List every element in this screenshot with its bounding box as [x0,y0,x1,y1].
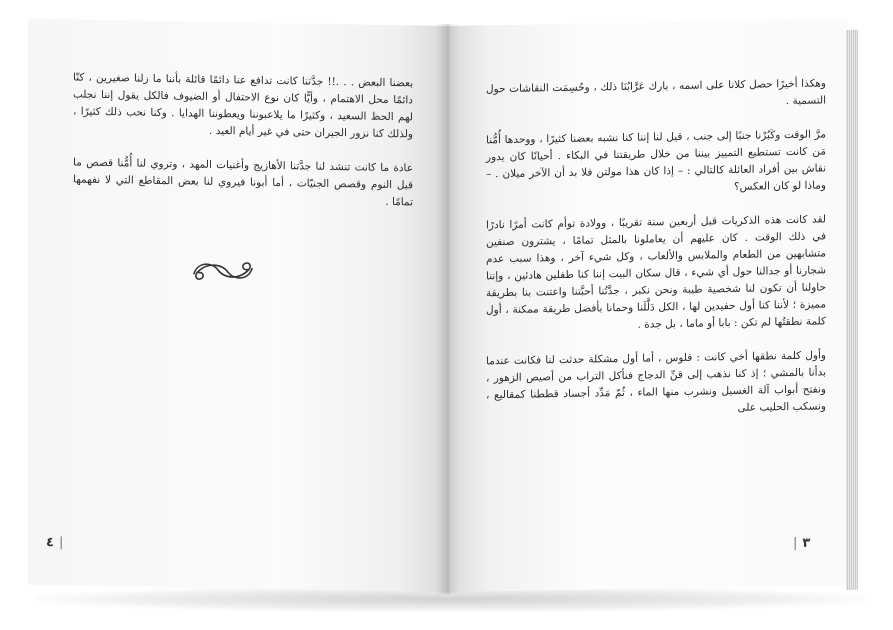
right-paragraph-2: مرَّ الوقت وكَبُرْنا جنبًا إلى جنب ، قيل لنا إننا كنا نشبه بعضنا كثيرًا ، ووحدها أُمُّنا مَن كانت تستطيع التمييز بيننا من خلال طريقتنا في البكاء . أحيانًا كان يدور نقاش بين أفراد العائلة كالتالي : – إذا كان هذا مولتن فلا بد أن الآخر ميلان . – وماذا لو كان العكس؟ [486,128,826,194]
left-page-number [46,535,68,550]
right-paragraph-3: لقد كانت هذه الذكريات قبل أربعين سنة تقريبًا ، وولادة توأم كانت أمرًا نادرًا في ذلك الوقت . كان عليهم أن يعاملونا بالمثل تمامًا ، يشترون صنفين متشابهين من الطعام والملابس والألعاب ، وكل شيء آخر ، وهذا سبب عدم شجارنا أو جدالنا حول أي شيء ، قال سكان البيت إننا كنا طفلين هادئين ، وإننا حاولنا أن تكون لنا شخصية طيبة ونحن نكبر ، جدَّتُنا أحبَّتنا واعتنت بنا بطريقة مميزة ؛ لأننا كنا أول حفيدين لها ، الكل دَلَّلَنا وحمانا بأفضل طريقة ممكنة ، أول كلمة نطقتُها لم تكن : بابا أو ماما ، بل جدة . [486,213,826,331]
decorative-flourish-icon [188,255,258,286]
left-page-text [73,69,413,228]
left-page-number-value: ٤ [46,534,54,551]
book-gutter [436,24,460,594]
left-paragraph-1: بعضنا البعض . . .!! جدَّتنا كانت تدافع عنا دائمًا قائلة بأننا ما زلنا صغيرين ، كنّا دائمًا محل الاهتمام ، وأيًّا كان نوع الاحتفال أو الضيوف فالكل يقول إننا نجلب لهم الحظ السعيد ، وكثيرًا ما يلاعبوننا ويعطوننا الهدايا . وكنا نحب ذلك كثيرًا ، ولذلك كنا نزور الجيران حتى في غير أيام العيد . [73,71,413,141]
left-page [28,19,448,592]
right-page-number [788,536,810,551]
page-edges [846,30,858,590]
right-page-text [486,75,826,438]
right-paragraph-1: وهكذا أخيرًا حصل كلانا على اسمه ، بارك عَرَّابُنَا ذلك ، وحُسِمَت النقاشات حول التسمية . [486,77,826,108]
left-paragraph-2: عادة ما كانت تنشد لنا جدَّتنا الأهازيج وأغنيات المهد ، وتروي لنا أُمُّنا قصص ما قبل النوم وقصص الجنيّات ، أما أبونا فيروي لنا بعض المقاطع التي لا نفهمها تمامًا . [73,156,413,209]
folio-separator: | [58,535,64,551]
right-page [448,19,848,592]
right-page-number-value: ٣ [802,535,811,551]
right-paragraph-4: وأول كلمة نطقها أخي كانت : فلوس ، أما أول مشكلة حدثت لنا فكانت عندما بدأنا بالمشي ؛ إذ كنا نذهب إلى قنِّ الدجاج فنأكل التراب من أصيص الزهور ، ونفتح أبواب آلة الغسيل ونشرب منها الماء ، ثُمّ مَدِّد أجساد قططنا كمقاليع ، ونسكب الحليب على [486,349,826,414]
folio-separator: | [793,535,798,551]
